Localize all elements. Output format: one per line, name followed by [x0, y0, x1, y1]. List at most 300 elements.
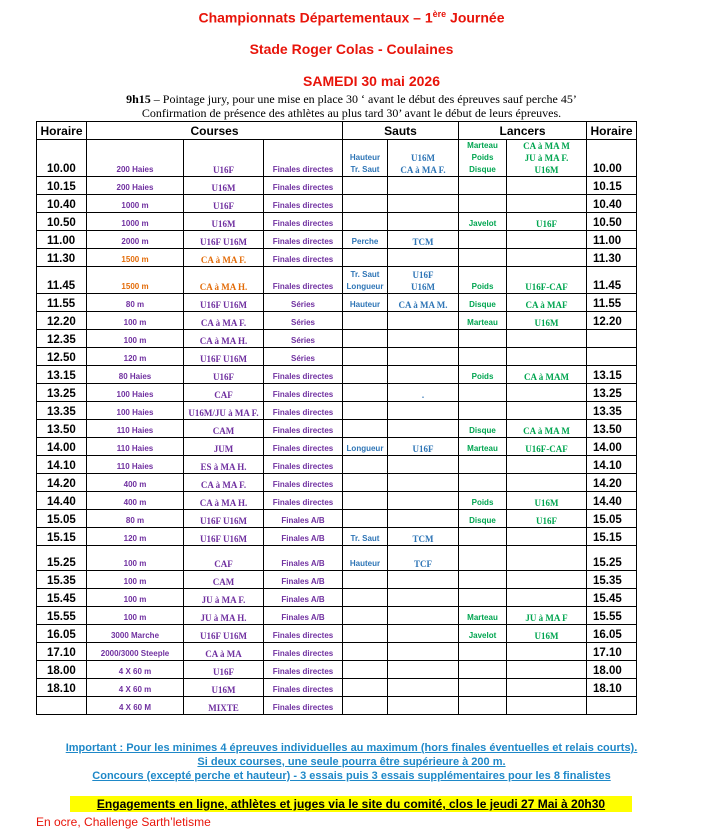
time-cell-text: 17.10 — [47, 647, 76, 659]
table-row — [37, 607, 637, 625]
category-cell — [184, 697, 264, 715]
type-cell-text: Finales directes — [272, 703, 334, 712]
intro-line-1: 9h15 – Pointage jury, pour une mise en place 30 ‘ avant le début des épreuves sauf perche 45’ — [126, 92, 577, 106]
event-cell-text: 2000/3000 Steeple — [100, 649, 170, 658]
type-cell-text: Finales directes — [272, 444, 334, 453]
table-row — [37, 438, 637, 456]
event-cell — [87, 177, 184, 195]
type-cell — [264, 456, 343, 474]
type-cell-text: Séries — [290, 318, 316, 327]
time-right-cell-text: 14.10 — [593, 460, 622, 472]
type-cell — [264, 312, 343, 330]
time-right-cell — [587, 231, 637, 249]
table-row — [37, 294, 637, 312]
page-title: Championnats Départementaux – 1ère Journée — [198, 9, 505, 26]
event-cell — [87, 679, 184, 697]
jump-event-cell — [343, 249, 388, 267]
time-right-cell — [587, 510, 637, 528]
event-cell — [87, 312, 184, 330]
type-cell — [264, 420, 343, 438]
category-cell-text: CA à MA — [205, 649, 242, 659]
time-cell-text: 18.10 — [47, 683, 76, 695]
throw-category-cell — [507, 366, 587, 384]
type-cell-text: Finales directes — [272, 649, 334, 658]
jump-event-cell — [343, 312, 388, 330]
time-right-cell — [587, 366, 637, 384]
jump-event-cell — [343, 384, 388, 402]
type-cell — [264, 625, 343, 643]
type-cell-text: Finales A/B — [281, 516, 325, 525]
time-cell-text: 14.20 — [47, 478, 76, 490]
time-cell — [37, 231, 87, 249]
jump-event-cell — [343, 571, 388, 589]
jump-category-cell — [388, 661, 459, 679]
table-row — [37, 643, 637, 661]
category-cell-text: U16F U16M — [200, 516, 247, 526]
time-cell-text: 13.35 — [47, 406, 76, 418]
event-cell-text: 120 m — [123, 534, 147, 543]
type-cell-text: Finales directes — [272, 631, 334, 640]
time-right-cell — [587, 679, 637, 697]
type-cell — [264, 177, 343, 195]
time-right-cell-text: 10.00 — [593, 163, 622, 175]
jump-event-cell — [343, 177, 388, 195]
category-cell — [184, 213, 264, 231]
event-cell-text: 400 m — [123, 480, 147, 489]
category-cell-text: ES à MA H. — [200, 462, 247, 472]
throw-category-cell — [507, 294, 587, 312]
type-cell-text: Séries — [290, 336, 316, 345]
time-cell-text: 15.15 — [47, 532, 76, 544]
header-lancers: Lancers — [459, 122, 587, 140]
time-right-cell-text: 13.25 — [593, 388, 622, 400]
throw-event-cell-text: Javelot — [468, 631, 497, 640]
time-cell-text: 12.20 — [47, 316, 76, 328]
time-right-cell — [587, 589, 637, 607]
category-cell-text: MIXTE — [208, 703, 239, 713]
type-cell-text: Finales A/B — [281, 559, 325, 568]
throw-event-cell-text: Poids — [471, 282, 494, 291]
jump-category-cell — [388, 607, 459, 625]
table-row — [37, 661, 637, 679]
time-right-cell-text: 17.10 — [593, 647, 622, 659]
throw-category-cell-text: CA à MA M — [523, 426, 570, 436]
time-right-cell-text: 10.40 — [593, 199, 622, 211]
type-cell-text: Finales directes — [272, 183, 334, 192]
category-cell — [184, 267, 264, 294]
table-row — [37, 312, 637, 330]
time-right-cell-text: 11.30 — [593, 253, 622, 265]
time-cell — [37, 249, 87, 267]
jump-category-cell — [388, 402, 459, 420]
type-cell-text: Finales A/B — [281, 577, 325, 586]
time-right-cell-text: 15.15 — [593, 532, 622, 544]
event-cell — [87, 294, 184, 312]
jump-event-cell — [343, 697, 388, 715]
event-cell — [87, 607, 184, 625]
type-cell — [264, 195, 343, 213]
jump-category-cell — [388, 366, 459, 384]
event-cell-text: 1000 m — [121, 219, 149, 228]
table-row — [37, 571, 637, 589]
jump-event-cell-text: Tr. Saut — [350, 534, 380, 543]
throw-event-cell — [459, 402, 507, 420]
time-cell-text: 12.50 — [47, 352, 76, 364]
note-line-1: Important : Pour les minimes 4 épreuves individuelles au maximum (hors finales éventuelles et relais courts). — [65, 742, 638, 754]
type-cell — [264, 510, 343, 528]
event-cell-text: 1000 m — [121, 201, 149, 210]
time-right-cell — [587, 384, 637, 402]
time-right-cell-text: 13.15 — [593, 370, 622, 382]
event-cell — [87, 213, 184, 231]
event-cell — [87, 231, 184, 249]
throw-event-cell — [459, 510, 507, 528]
type-cell — [264, 348, 343, 366]
throw-event-cell — [459, 420, 507, 438]
jump-category-cell — [388, 384, 459, 402]
time-right-cell-text: 16.05 — [593, 629, 622, 641]
time-cell — [37, 294, 87, 312]
category-cell-text: CA à MA F. — [200, 480, 247, 490]
event-cell-text: 100 m — [123, 559, 147, 568]
throw-category-cell-text: U16F-CAF — [525, 282, 568, 292]
type-cell — [264, 384, 343, 402]
event-cell — [87, 546, 184, 571]
event-cell — [87, 420, 184, 438]
jump-event-cell — [343, 294, 388, 312]
time-cell — [37, 195, 87, 213]
time-right-cell — [587, 571, 637, 589]
time-cell — [37, 438, 87, 456]
time-right-cell-text: 15.25 — [593, 557, 622, 569]
throw-category-cell — [507, 231, 587, 249]
throw-category-cell — [507, 140, 587, 177]
time-right-cell-text: 11.45 — [593, 280, 622, 292]
note-line-3: Concours (excepté perche et hauteur) - 3 essais puis 3 essais supplémentaires pour les 8 finalistes — [92, 770, 611, 782]
throw-category-cell-text: U16M — [534, 318, 559, 328]
time-cell — [37, 625, 87, 643]
header-horaire: Horaire — [37, 122, 87, 140]
event-cell — [87, 195, 184, 213]
category-cell-text: U16F — [213, 667, 234, 677]
throw-event-cell-text: Disque — [469, 426, 496, 435]
jump-category-cell-text: CA à MA M. — [398, 300, 448, 310]
jump-category-cell-text: TCM — [412, 237, 434, 247]
time-right-cell — [587, 607, 637, 625]
jump-event-cell — [343, 456, 388, 474]
time-right-cell-text: 15.55 — [593, 611, 622, 623]
table-row — [37, 625, 637, 643]
jump-event-cell — [343, 546, 388, 571]
header-horaire-right: Horaire — [587, 122, 637, 140]
time-right-cell-text: 11.55 — [593, 298, 622, 310]
throw-category-cell-text: JU à MA F — [525, 613, 568, 623]
throw-event-cell — [459, 474, 507, 492]
category-cell — [184, 625, 264, 643]
type-cell-text: Finales A/B — [281, 613, 325, 622]
type-cell — [264, 571, 343, 589]
throw-event-cell — [459, 528, 507, 546]
category-cell-text: U16F — [213, 201, 234, 211]
type-cell — [264, 402, 343, 420]
throw-category-cell-text: CA à MA M JU à MA F. U16M — [523, 141, 570, 175]
type-cell-text: Finales directes — [272, 685, 334, 694]
time-right-cell — [587, 312, 637, 330]
throw-event-cell — [459, 607, 507, 625]
throw-category-cell — [507, 384, 587, 402]
event-cell — [87, 571, 184, 589]
time-right-cell — [587, 528, 637, 546]
event-cell-text: 100 m — [123, 613, 147, 622]
jump-event-cell — [343, 366, 388, 384]
throw-category-cell — [507, 402, 587, 420]
jump-category-cell-text: U16F U16M — [411, 270, 435, 292]
category-cell-text: U16F U16M — [200, 354, 247, 364]
time-right-cell — [587, 438, 637, 456]
event-cell-text: 110 Haies — [116, 426, 154, 435]
jump-event-cell — [343, 195, 388, 213]
jump-event-cell — [343, 492, 388, 510]
type-cell — [264, 330, 343, 348]
throw-category-cell-text: U16F — [536, 516, 557, 526]
time-right-cell-text: 15.05 — [593, 514, 622, 526]
jump-category-cell — [388, 140, 459, 177]
time-cell — [37, 420, 87, 438]
jump-event-cell — [343, 510, 388, 528]
time-right-cell — [587, 643, 637, 661]
throw-category-cell — [507, 589, 587, 607]
category-cell — [184, 312, 264, 330]
table-row — [37, 366, 637, 384]
time-right-cell — [587, 140, 637, 177]
throw-category-cell-text: U16M — [534, 631, 559, 641]
category-cell-text: CA à MA F. — [200, 255, 247, 265]
time-cell — [37, 571, 87, 589]
time-cell-text: 14.10 — [47, 460, 76, 472]
throw-category-cell — [507, 697, 587, 715]
throw-category-cell — [507, 348, 587, 366]
type-cell-text: Finales directes — [272, 426, 334, 435]
jump-event-cell — [343, 607, 388, 625]
throw-event-cell — [459, 643, 507, 661]
event-cell — [87, 402, 184, 420]
event-cell-text: 80 m — [125, 300, 145, 309]
time-cell-text: 14.40 — [47, 496, 76, 508]
jump-event-cell-text: Hauteur — [349, 300, 381, 309]
time-cell-text: 10.40 — [47, 199, 76, 211]
registration-banner: Engagements en ligne, athlètes et juges via le site du comité, clos le jeudi 27 Mai à 20h30 — [70, 796, 632, 812]
jump-category-cell-text: U16M CA à MA F. — [400, 153, 446, 175]
event-cell — [87, 643, 184, 661]
header-sauts: Sauts — [343, 122, 459, 140]
type-cell — [264, 267, 343, 294]
event-cell-text: 1500 m — [121, 255, 149, 264]
category-cell-text: U16M/JU à MA F. — [188, 408, 259, 418]
jump-category-cell — [388, 294, 459, 312]
time-right-cell — [587, 492, 637, 510]
jump-category-cell-text: TCF — [414, 559, 432, 569]
jump-category-cell — [388, 510, 459, 528]
time-cell-text: 11.45 — [47, 280, 76, 292]
event-cell-text: 1500 m — [121, 282, 149, 291]
category-cell — [184, 384, 264, 402]
event-cell — [87, 330, 184, 348]
throw-event-cell — [459, 697, 507, 715]
category-cell-text: CAF — [214, 559, 233, 569]
throw-category-cell — [507, 571, 587, 589]
category-cell — [184, 661, 264, 679]
event-cell-text: 80 Haies — [118, 372, 152, 381]
throw-event-cell — [459, 546, 507, 571]
jump-category-cell — [388, 312, 459, 330]
time-cell-text: 14.00 — [47, 442, 76, 454]
table-header-row — [37, 122, 637, 140]
type-cell-text: Finales directes — [272, 498, 334, 507]
event-cell-text: 2000 m — [121, 237, 149, 246]
category-cell-text: JU à MA H. — [200, 613, 247, 623]
table-row — [37, 510, 637, 528]
table-row — [37, 231, 637, 249]
type-cell-text: Séries — [290, 354, 316, 363]
throw-category-cell — [507, 528, 587, 546]
event-cell — [87, 456, 184, 474]
throw-category-cell — [507, 510, 587, 528]
time-right-cell — [587, 420, 637, 438]
jump-category-cell — [388, 589, 459, 607]
jump-event-cell-text: Hauteur — [349, 559, 381, 568]
jump-category-cell — [388, 643, 459, 661]
event-cell-text: 200 Haies — [116, 183, 154, 192]
type-cell-text: Finales directes — [272, 201, 334, 210]
jump-category-cell — [388, 625, 459, 643]
event-cell-text: 80 m — [125, 516, 145, 525]
throw-event-cell — [459, 571, 507, 589]
time-cell — [37, 456, 87, 474]
time-cell-text: 15.45 — [47, 593, 76, 605]
time-right-cell — [587, 625, 637, 643]
time-right-cell-text: 14.40 — [593, 496, 622, 508]
schedule-table — [36, 121, 637, 715]
time-cell — [37, 546, 87, 571]
throw-event-cell — [459, 312, 507, 330]
jump-event-cell — [343, 348, 388, 366]
throw-category-cell — [507, 625, 587, 643]
time-right-cell-text: 12.20 — [593, 316, 622, 328]
time-cell-text: 13.25 — [47, 388, 76, 400]
jump-category-cell-text: . — [421, 390, 425, 400]
event-cell-text: 400 m — [123, 498, 147, 507]
throw-event-cell-text: Marteau — [467, 318, 498, 327]
time-right-cell-text: 10.50 — [593, 217, 622, 229]
throw-event-cell-text: Disque — [469, 516, 496, 525]
throw-category-cell — [507, 661, 587, 679]
time-cell — [37, 402, 87, 420]
type-cell-text: Séries — [290, 300, 316, 309]
table-row — [37, 546, 637, 571]
type-cell — [264, 140, 343, 177]
jump-event-cell — [343, 679, 388, 697]
category-cell — [184, 589, 264, 607]
time-cell-text: 10.50 — [47, 217, 76, 229]
throw-event-cell — [459, 625, 507, 643]
category-cell-text: U16F — [213, 372, 234, 382]
time-cell-text: 15.05 — [47, 514, 76, 526]
throw-category-cell-text: U16F-CAF — [525, 444, 568, 454]
time-right-cell — [587, 267, 637, 294]
event-cell — [87, 267, 184, 294]
throw-event-cell — [459, 195, 507, 213]
type-cell — [264, 589, 343, 607]
table-row — [37, 589, 637, 607]
time-cell — [37, 492, 87, 510]
time-right-cell-text: 18.10 — [593, 683, 622, 695]
time-cell — [37, 607, 87, 625]
jump-category-cell-text: TCM — [412, 534, 434, 544]
time-right-cell — [587, 474, 637, 492]
event-cell — [87, 249, 184, 267]
category-cell — [184, 177, 264, 195]
jump-event-cell — [343, 589, 388, 607]
type-cell-text: Finales directes — [272, 255, 334, 264]
header-courses: Courses — [87, 122, 343, 140]
throw-event-cell — [459, 348, 507, 366]
jump-category-cell — [388, 195, 459, 213]
throw-category-cell-text: CA à MAM — [524, 372, 569, 382]
jump-event-cell — [343, 231, 388, 249]
event-cell — [87, 528, 184, 546]
throw-category-cell — [507, 438, 587, 456]
throw-event-cell — [459, 249, 507, 267]
throw-category-cell — [507, 420, 587, 438]
throw-category-cell-text: U16M — [534, 498, 559, 508]
time-cell — [37, 474, 87, 492]
type-cell — [264, 231, 343, 249]
jump-category-cell — [388, 348, 459, 366]
venue-title: Stade Roger Colas - Coulaines — [249, 41, 454, 57]
jump-event-cell — [343, 474, 388, 492]
category-cell — [184, 366, 264, 384]
category-cell — [184, 249, 264, 267]
jump-event-cell — [343, 402, 388, 420]
time-cell — [37, 697, 87, 715]
note-line-2: Si deux courses, une seule pourra être supérieure à 200 m. — [197, 756, 506, 768]
jump-category-cell-text: U16F — [412, 444, 434, 454]
type-cell-text: Finales directes — [272, 372, 334, 381]
time-cell — [37, 213, 87, 231]
time-right-cell-text: 11.00 — [593, 235, 622, 247]
time-cell-text: 11.00 — [47, 235, 76, 247]
category-cell-text: CAM — [212, 577, 235, 587]
jump-event-cell — [343, 661, 388, 679]
category-cell — [184, 546, 264, 571]
table-row — [37, 348, 637, 366]
type-cell — [264, 697, 343, 715]
type-cell-text: Finales directes — [272, 667, 334, 676]
throw-category-cell — [507, 643, 587, 661]
jump-event-cell — [343, 625, 388, 643]
throw-category-cell — [507, 679, 587, 697]
jump-category-cell — [388, 456, 459, 474]
throw-category-cell — [507, 492, 587, 510]
throw-event-cell — [459, 438, 507, 456]
time-right-cell — [587, 348, 637, 366]
throw-event-cell — [459, 231, 507, 249]
category-cell — [184, 607, 264, 625]
table-row — [37, 528, 637, 546]
table-row — [37, 456, 637, 474]
time-cell-text: 12.35 — [47, 334, 76, 346]
category-cell — [184, 330, 264, 348]
